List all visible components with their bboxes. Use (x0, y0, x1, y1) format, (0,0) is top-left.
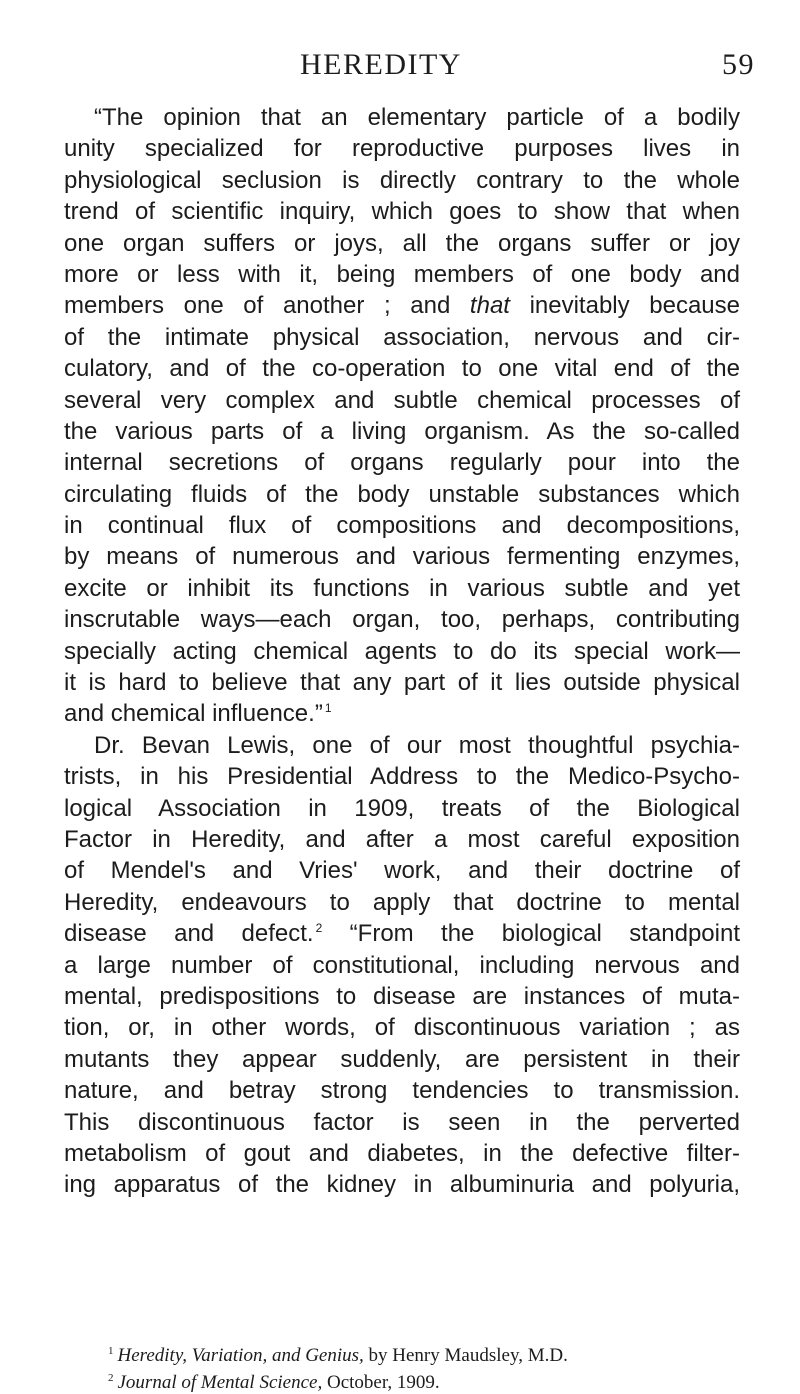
text-line: by means of numerous and various fermenting enzymes, (64, 543, 740, 571)
footnote-reference-2: 2 (315, 921, 323, 936)
text-line: one organ suffers or joys, all the organs suffer or joy (64, 229, 740, 257)
text-line: Factor in Heredity, and after a most careful exposition (64, 825, 740, 853)
footnote-title: Journal of Mental Science, (117, 1372, 323, 1393)
footnote-text: October, 1909. (322, 1372, 440, 1393)
text-line: unity specialized for reproductive purposes lives in (64, 135, 740, 163)
text-line: trists, in his Presidential Address to the Medico-Psycho- (64, 763, 740, 791)
footnote-mark: 2 (108, 1372, 114, 1384)
italic-emphasis: that (469, 292, 510, 320)
text-line: it is hard to believe that any part of it lies outside physical (64, 669, 740, 697)
text-line: a large number of constitutional, including nervous and (64, 951, 740, 979)
footnote-reference-1: 1 (324, 701, 332, 716)
text-fragment: inevitably because (509, 292, 740, 320)
text-line: logical Association in 1909, treats of the Biological (64, 794, 740, 822)
running-title: HEREDITY (300, 48, 462, 81)
footnote-text: by Henry Maudsley, M.D. (363, 1345, 568, 1366)
text-line: inscrutable ways—each organ, too, perhaps, contributing (64, 606, 740, 634)
text-line-with-italic (64, 290, 740, 321)
text-line: “The opinion that an elementary particle of a bodily (94, 104, 740, 131)
text-line: ing apparatus of the kidney in albuminuria and polyuria, (64, 1171, 740, 1199)
text-line: physiological seclusion is directly contrary to the whole (64, 166, 740, 194)
text-line: more or less with it, being members of one body and (64, 260, 740, 288)
text-line: culatory, and of the co-operation to one vital end of the (64, 355, 740, 383)
footnote-1 (108, 1340, 748, 1367)
text-fragment: “From the biological standpoint (349, 920, 740, 948)
footnote-title: Heredity, Variation, and Genius, (117, 1345, 364, 1366)
text-line: of the intimate physical association, nervous and cir- (64, 323, 740, 351)
text-line: of Mendel's and Vries' work, and their doctrine of (64, 857, 740, 885)
quote-end-line (64, 698, 740, 729)
text-line: internal secretions of organs regularly pour into the (64, 449, 740, 477)
text-fragment: disease and defect. (64, 920, 314, 948)
body-text (64, 102, 740, 1201)
footnote-2 (108, 1367, 748, 1394)
text-line: Heredity, endeavours to apply that doctrine to mental (64, 888, 740, 916)
text-line: several very complex and subtle chemical processes of (64, 386, 740, 414)
text-line: nature, and betray strong tendencies to transmission. (64, 1077, 740, 1105)
text-line: specially acting chemical agents to do its special work— (64, 637, 740, 665)
page-number: 59 (722, 48, 755, 81)
text-line: Dr. Bevan Lewis, one of our most thoughtful psychia- (94, 731, 740, 759)
text-fragment: members one of another ; and (64, 292, 470, 320)
text-line: metabolism of gout and diabetes, in the defective filter- (64, 1139, 740, 1167)
text-line: mutants they appear suddenly, are persistent in their (64, 1045, 740, 1073)
text-line-with-reference (64, 918, 740, 949)
footnotes (108, 1340, 748, 1394)
text-line: in continual flux of compositions and decompositions, (64, 512, 740, 540)
text-fragment: and chemical influence.” (64, 700, 323, 728)
text-line: tion, or, in other words, of discontinuous variation ; as (64, 1014, 740, 1042)
text-line: mental, predispositions to disease are instances of muta- (64, 982, 740, 1010)
text-line: excite or inhibit its functions in various subtle and yet (64, 574, 740, 602)
footnote-mark: 1 (108, 1345, 114, 1357)
text-line: This discontinuous factor is seen in the perverted (64, 1108, 740, 1136)
text-line: trend of scientific inquiry, which goes to show that when (64, 198, 740, 226)
text-line: circulating fluids of the body unstable substances which (64, 480, 740, 508)
text-line: the various parts of a living organism. As the so-called (64, 417, 740, 445)
page-header (0, 48, 800, 88)
